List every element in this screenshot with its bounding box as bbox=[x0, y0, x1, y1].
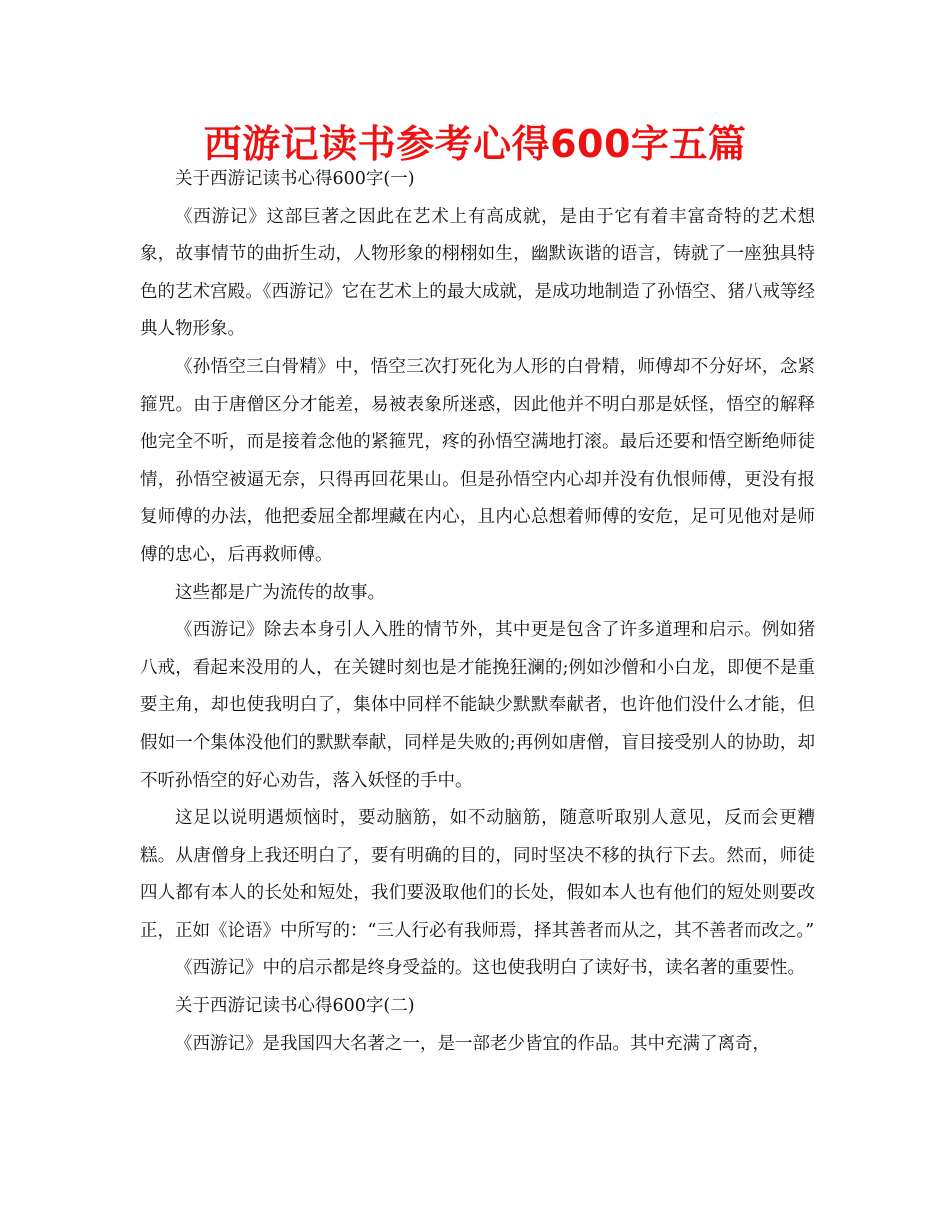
paragraph: 《西游记》除去本身引人入胜的情节外，其中更是包含了许多道理和启示。例如猪八戒，看起来没用的人，在关键时刻也是才能挽狂澜的;例如沙僧和小白龙，即便不是重要主角，却也使我明白了，集体中同样不能缺少默默奉献者，也许他们没什么才能，但假如一个集体没他们的默默奉献，同样是失败的;再例如唐僧，盲目接受别人的协助，却不听孙悟空的好心劝告，落入妖怪的手中。 bbox=[140, 620, 815, 791]
paragraph: 这足以说明遇烦恼时，要动脑筋，如不动脑筋，随意听取别人意见，反而会更糟糕。从唐僧身上我还明白了，要有明确的目的，同时坚决不移的执行下去。然而，师徒四人都有本人的长处和短处，我们要汲取他们的长处，假如本人也有他们的短处则要改正，正如《论语》中所写的：“三人行必有我师焉，择其善者而从之，其不善者而改之。” bbox=[140, 808, 815, 941]
paragraph: 这些都是广为流传的故事。 bbox=[175, 582, 385, 603]
document-title: 西游记读书参考心得600字五篇 bbox=[203, 122, 747, 166]
paragraph: 《西游记》这部巨著之因此在艺术上有高成就，是由于它有着丰富奇特的艺术想象，故事情节的曲折生动，人物形象的栩栩如生，幽默诙谐的语言，铸就了一座独具特色的艺术宫殿。《西游记》它在艺术上的最大成就，是成功地制造了孙悟空、猪八戒等经典人物形象。 bbox=[140, 206, 815, 340]
paragraph: 《西游记》中的启示都是终身受益的。这也使我明白了读好书，读名著的重要性。 bbox=[175, 958, 805, 979]
paragraph-heading-2: 关于西游记读书心得600字(二) bbox=[175, 996, 415, 1017]
paragraph-heading-1: 关于西游记读书心得600字(一) bbox=[175, 169, 415, 189]
paragraph: 《孙悟空三白骨精》中，悟空三次打死化为人形的白骨精，师傅却不分好坏，念紧箍咒。由于唐僧区分才能差，易被表象所迷惑，因此他并不明白那是妖怪，悟空的解释他完全不听，而是接着念他的紧箍咒，疼的孙悟空满地打滚。最后还要和悟空断绝师徒情，孙悟空被逼无奈，只得再回花果山。但是孙悟空内心却并没有仇恨师傅，更没有报复师傅的办法，他把委屈全都埋藏在内心，且内心总想着师傅的安危，足可见他对是师傅的忠心，后再救师傅。 bbox=[140, 356, 815, 565]
document-body bbox=[140, 161, 815, 1063]
paragraph: 《西游记》是我国四大名著之一，是一部老少皆宜的作品。其中充满了离奇， bbox=[175, 1033, 770, 1054]
